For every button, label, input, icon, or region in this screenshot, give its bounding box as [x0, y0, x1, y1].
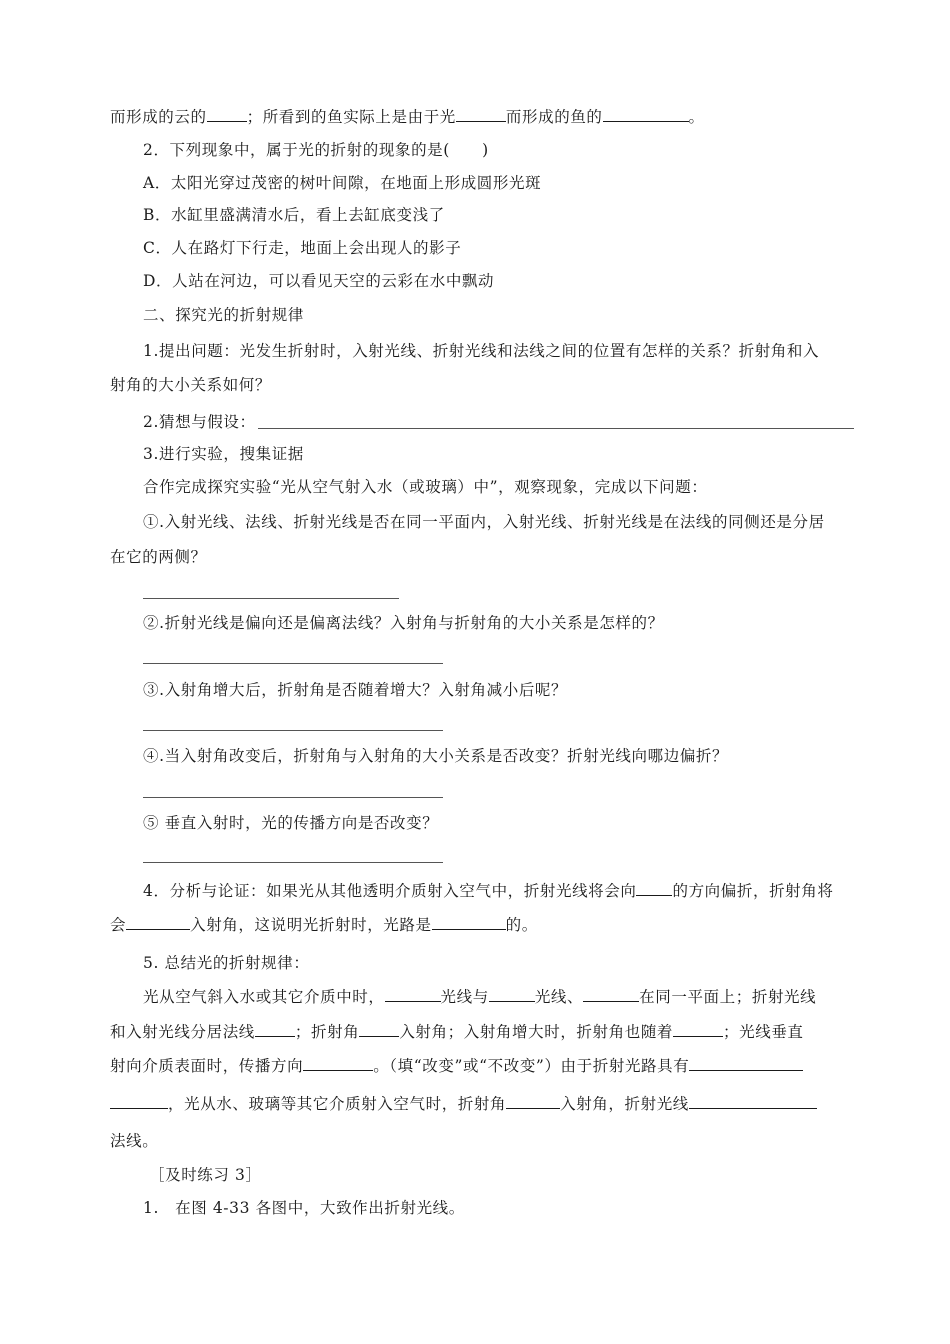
practice-title: ［及时练习 3］	[149, 1166, 262, 1184]
blank[interactable]	[303, 1055, 373, 1071]
q1-continuation: 而形成的云的 ；所看到的鱼实际上是由于光 而形成的鱼的 。	[110, 108, 705, 126]
step-3-intro: 合作完成探究实验“光从空气射入水（或玻璃）中”，观察现象，完成以下问题：	[143, 478, 708, 496]
blank[interactable]	[385, 986, 441, 1002]
blank[interactable]	[489, 986, 535, 1002]
blank[interactable]	[110, 1093, 168, 1109]
blank[interactable]	[689, 1093, 817, 1109]
q2-option-a: A．太阳光穿过茂密的树叶间隙，在地面上形成圆形光斑	[143, 174, 542, 192]
answer-line[interactable]	[143, 797, 443, 798]
q2-option-b: B．水缸里盛满清水后，看上去缸底变浅了	[143, 206, 445, 224]
step-5-line-3: 射向介质表面时，传播方向 。（填“改变”或“不改变”）由于折射光路具有	[110, 1055, 803, 1076]
step-4-line-2: 会 入射角，这说明光折射时，光路是 的。	[110, 916, 538, 934]
step-5-line-4: ，光从水、玻璃等其它介质射入空气时，折射角 入射角，折射光线	[110, 1093, 817, 1114]
step-5-line-1: 光从空气斜入水或其它介质中时， 光线与 光线、 在同一平面上；折射光线	[143, 988, 817, 1006]
blank[interactable]	[255, 1021, 295, 1037]
q2-stem: 2．下列现象中，属于光的折射的现象的是( )	[143, 141, 489, 159]
answer-line[interactable]	[143, 862, 443, 863]
blank[interactable]	[673, 1021, 723, 1037]
step-5-title: 5. 总结光的折射规律：	[143, 954, 310, 972]
section-title: 二、探究光的折射规律	[143, 306, 305, 324]
answer-line[interactable]	[143, 663, 443, 664]
blank[interactable]	[506, 1093, 560, 1109]
step-5-line-5: 法线。	[110, 1132, 159, 1150]
q2-option-d: D．人站在河边，可以看见天空的云彩在水中飘动	[143, 272, 495, 290]
step-2: 2.猜想与假设：	[143, 413, 256, 431]
blank[interactable]	[432, 914, 506, 930]
sub-q5: ⑤ 垂直入射时，光的传播方向是否改变？	[143, 814, 439, 832]
answer-line[interactable]	[143, 730, 443, 731]
sub-q1-line-2: 在它的两侧？	[110, 548, 207, 566]
blank[interactable]	[207, 106, 247, 122]
step-4-line-1: 4．分析与论证：如果光从其他透明介质射入空气中，折射光线将会向 的方向偏折，折射角将	[143, 882, 834, 900]
answer-line[interactable]	[258, 428, 854, 429]
step-1-line-2: 射角的大小关系如何？	[110, 376, 272, 394]
step-3: 3.进行实验，搜集证据	[143, 445, 304, 463]
sub-q3: ③.入射角增大后，折射角是否随着增大？入射角减小后呢？	[143, 681, 568, 699]
answer-line[interactable]	[143, 598, 399, 599]
blank[interactable]	[126, 914, 190, 930]
blank[interactable]	[603, 106, 689, 122]
sub-q4: ④.当入射角改变后，折射角与入射角的大小关系是否改变？折射光线向哪边偏折？	[143, 747, 729, 765]
sub-q1-line-1: ①.入射光线、法线、折射光线是否在同一平面内，入射光线、折射光线是在法线的同侧还是分居	[143, 513, 825, 531]
blank[interactable]	[583, 986, 639, 1002]
q2-option-c: C．人在路灯下行走，地面上会出现人的影子	[143, 239, 462, 257]
practice-item-1: 1. 在图 4-33 各图中，大致作出折射光线。	[143, 1199, 465, 1217]
blank[interactable]	[359, 1021, 399, 1037]
blank[interactable]	[456, 106, 506, 122]
step-1-line-1: 1.提出问题：光发生折射时，入射光线、折射光线和法线之间的位置有怎样的关系？折射角和入	[143, 342, 820, 360]
blank[interactable]	[689, 1055, 803, 1071]
sub-q2: ②.折射光线是偏向还是偏离法线？入射角与折射角的大小关系是怎样的？	[143, 614, 664, 632]
step-5-line-2: 和入射光线分居法线 ；折射角 入射角；入射角增大时，折射角也随着 ；光线垂直	[110, 1023, 804, 1041]
blank[interactable]	[636, 880, 672, 896]
